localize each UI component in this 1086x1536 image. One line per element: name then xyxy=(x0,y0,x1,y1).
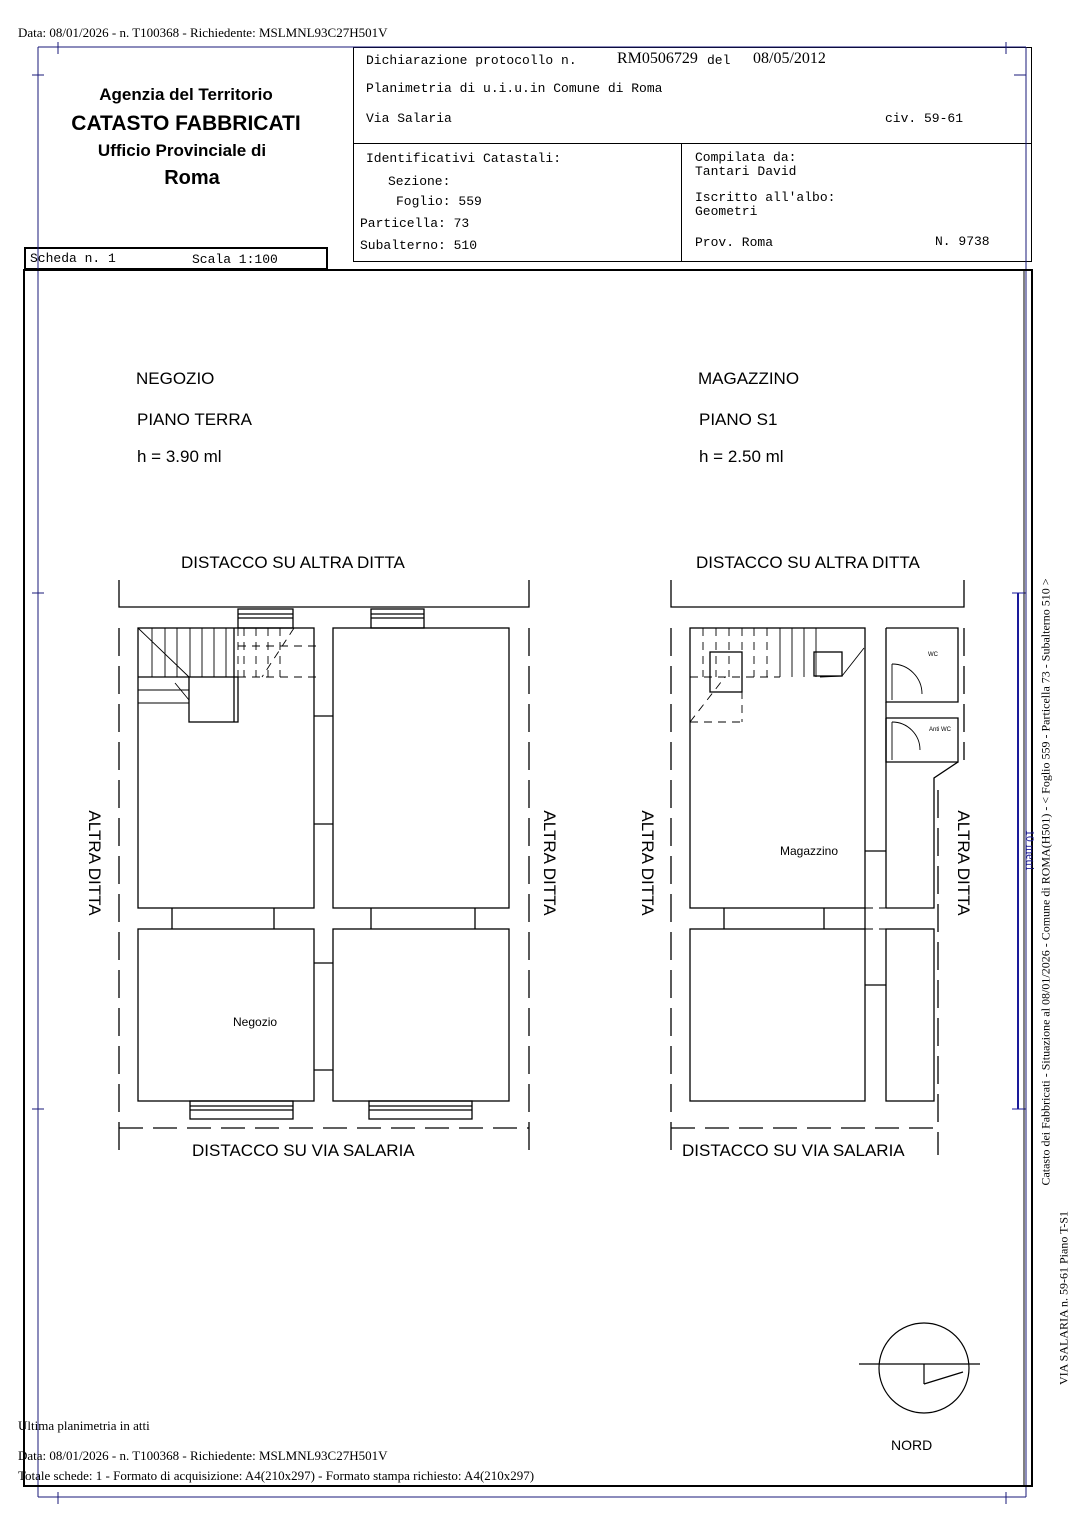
agency-title: CATASTO FABBRICATI xyxy=(71,112,301,135)
right-plan-walls xyxy=(671,580,964,1155)
scale-label: Scala 1:100 xyxy=(192,252,278,267)
province: Prov. Roma xyxy=(695,235,774,250)
subalterno: Subalterno: 510 xyxy=(360,238,478,253)
agency-office: Ufficio Provinciale di xyxy=(97,141,267,160)
right-bottom-boundary: DISTACCO SU VIA SALARIA xyxy=(682,1141,905,1160)
left-plan-stairs xyxy=(138,628,226,703)
right-left-boundary: ALTRA DITTA xyxy=(638,810,657,916)
crop-marks xyxy=(32,42,1026,1504)
room-magazzino: Magazzino xyxy=(780,844,839,858)
right-right-boundary: ALTRA DITTA xyxy=(954,810,973,916)
right-plan-stairs xyxy=(780,628,922,760)
scale-bar-label: 10 metri xyxy=(1023,829,1038,871)
left-plan-dashed xyxy=(172,628,475,1070)
agency-name: Agenzia del Territorio xyxy=(99,85,273,104)
footer-totals: Totale schede: 1 - Formato di acquisizione: A4(210x297) - Formato stampa richiesto: A4(210x297) xyxy=(18,1468,535,1483)
right-top-boundary: DISTACCO SU ALTRA DITTA xyxy=(696,553,920,572)
left-height: h = 3.90 ml xyxy=(137,447,222,466)
foglio: Foglio: 559 xyxy=(396,194,482,209)
compiler-name: Tantari David xyxy=(695,164,797,179)
room-wc: WC xyxy=(928,652,938,658)
north-label: NORD xyxy=(891,1437,933,1453)
footer-data: Data: 08/01/2026 - n. T100368 - Richiedente: MSLMNL93C27H501V xyxy=(18,1448,388,1463)
particella: Particella: 73 xyxy=(360,216,470,231)
sezione: Sezione: xyxy=(388,174,451,189)
compiler-label: Compilata da: xyxy=(695,150,797,165)
street-number: civ. 59-61 xyxy=(885,111,964,126)
left-top-boundary: DISTACCO SU ALTRA DITTA xyxy=(181,553,405,572)
header-line: Data: 08/01/2026 - n. T100368 - Richiedente: MSLMNL93C27H501V xyxy=(18,25,388,40)
side-info-line1: Catasto dei Fabbricati - Situazione al 08/01/2026 - Comune di ROMA(H501) - < Foglio 559 - Particella 73 - Subalterno 510 > xyxy=(1038,578,1053,1186)
protocol-date: 08/05/2012 xyxy=(753,50,826,67)
left-title: NEGOZIO xyxy=(136,369,215,388)
left-floor: PIANO TERRA xyxy=(137,410,252,429)
side-info-line2: VIA SALARIA n. 59-61 Piano T-S1 xyxy=(1056,1210,1071,1386)
right-title: MAGAZZINO xyxy=(698,369,800,388)
street-name: Via Salaria xyxy=(366,111,452,126)
left-left-boundary: ALTRA DITTA xyxy=(85,810,104,916)
left-plan-walls xyxy=(119,580,529,1155)
last-plan-note: Ultima planimetria in atti xyxy=(18,1418,150,1433)
protocol-number: RM0506729 xyxy=(617,50,698,67)
right-plan-dashed xyxy=(690,628,934,985)
left-right-boundary: ALTRA DITTA xyxy=(540,810,559,916)
right-floor: PIANO S1 xyxy=(699,410,778,429)
plan-municipality: Planimetria di u.i.u.in Comune di Roma xyxy=(366,81,663,96)
room-anti-wc: Anti WC xyxy=(929,727,952,733)
right-height: h = 2.50 ml xyxy=(699,447,784,466)
room-negozio: Negozio xyxy=(233,1015,278,1029)
left-bottom-boundary: DISTACCO SU VIA SALARIA xyxy=(192,1141,415,1160)
registration-number: N. 9738 xyxy=(935,234,990,249)
agency-city: Roma xyxy=(164,167,220,189)
scheda-label: Scheda n. 1 xyxy=(30,251,116,266)
albo-value: Geometri xyxy=(695,204,758,219)
identifiers-title: Identificativi Catastali: xyxy=(366,151,562,166)
albo-label: Iscritto all'albo: xyxy=(695,190,836,205)
protocol-prefix: Dichiarazione protocollo n. xyxy=(366,53,577,68)
protocol-del: del xyxy=(707,53,731,68)
north-compass xyxy=(859,1323,980,1413)
